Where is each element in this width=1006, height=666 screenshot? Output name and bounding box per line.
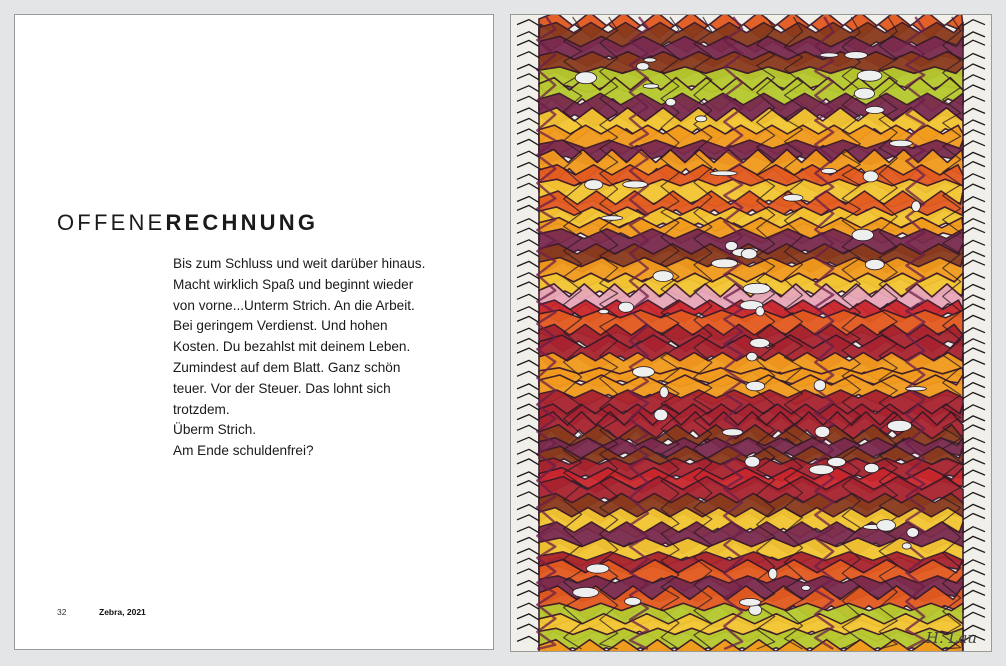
highlight-blob <box>890 140 913 147</box>
highlight-blob <box>654 409 668 421</box>
highlight-blob <box>854 88 874 99</box>
left-page <box>14 14 494 650</box>
highlight-blob <box>750 338 770 347</box>
body-line: Überm Strich. <box>173 422 257 438</box>
highlight-blob <box>741 249 757 259</box>
highlight-blob <box>599 309 609 313</box>
highlight-blob <box>747 352 758 361</box>
highlight-blob <box>756 307 765 316</box>
highlight-blob <box>623 181 648 188</box>
highlight-blob <box>769 568 777 579</box>
highlight-blob <box>666 99 676 106</box>
highlight-blob <box>863 171 878 182</box>
body-line: Bei geringem Verdienst. Und hohen <box>173 318 388 334</box>
highlight-blob <box>637 63 650 71</box>
highlight-blob <box>740 599 761 607</box>
artwork-page <box>510 14 992 652</box>
highlight-blob <box>743 283 770 294</box>
body-line: trotzdem. <box>173 401 230 417</box>
highlight-blob <box>573 587 599 597</box>
artwork-caption: Zebra, 2021 <box>99 607 146 617</box>
highlight-blob <box>710 171 737 176</box>
highlight-blob <box>802 585 811 590</box>
page-number: 32 <box>57 607 67 617</box>
highlight-blob <box>722 429 742 436</box>
highlight-blob <box>618 302 633 312</box>
highlight-blob <box>625 597 641 605</box>
highlight-blob <box>653 271 673 282</box>
highlight-blob <box>586 564 609 573</box>
body-line: Macht wirklich Spaß und beginnt wieder <box>173 276 414 292</box>
body-line: Bis zum Schluss und weit darüber hinaus. <box>173 256 426 271</box>
highlight-blob <box>877 520 896 532</box>
highlight-blob <box>814 380 826 391</box>
highlight-blob <box>783 194 803 201</box>
highlight-blob <box>745 456 760 467</box>
title-bold: RECHNUNG <box>165 210 319 235</box>
zigzag-artwork <box>511 15 991 651</box>
body-text <box>173 254 473 462</box>
highlight-blob <box>644 58 656 62</box>
highlight-blob <box>643 84 659 88</box>
highlight-blob <box>820 53 838 57</box>
body-line: Kosten. Du bezahlst mit deinem Leben. <box>173 339 411 355</box>
highlight-blob <box>828 457 846 466</box>
highlight-blob <box>912 201 921 212</box>
highlight-blob <box>601 216 622 221</box>
highlight-blob <box>857 70 882 81</box>
page-title <box>57 211 318 235</box>
highlight-blob <box>725 241 737 250</box>
highlight-blob <box>575 72 596 84</box>
body-line: Am Ende schuldenfrei? <box>173 443 314 459</box>
highlight-blob <box>907 528 919 538</box>
highlight-blob <box>902 543 911 549</box>
highlight-blob <box>585 180 603 190</box>
highlight-blob <box>887 420 911 431</box>
highlight-blob <box>746 381 765 390</box>
highlight-blob <box>845 52 868 59</box>
highlight-blob <box>906 387 927 391</box>
highlight-blob <box>695 116 706 122</box>
body-line: von vorne...Unterm Strich. An die Arbeit. <box>173 297 415 313</box>
body-line: Zumindest auf dem Blatt. Ganz schön <box>173 359 401 375</box>
highlight-blob <box>852 229 874 241</box>
highlight-blob <box>660 387 669 398</box>
highlight-blob <box>865 259 884 269</box>
highlight-blob <box>821 168 836 173</box>
artist-signature: H. Lau <box>925 629 977 647</box>
highlight-blob <box>711 259 737 268</box>
highlight-blob <box>864 463 879 472</box>
highlight-blob <box>815 426 830 437</box>
title-light: OFFENE <box>57 210 166 235</box>
body-line: teuer. Vor der Steuer. Das lohnt sich <box>173 380 391 396</box>
highlight-blob <box>809 465 833 475</box>
highlight-blob <box>633 367 655 378</box>
highlight-blob <box>865 106 884 113</box>
